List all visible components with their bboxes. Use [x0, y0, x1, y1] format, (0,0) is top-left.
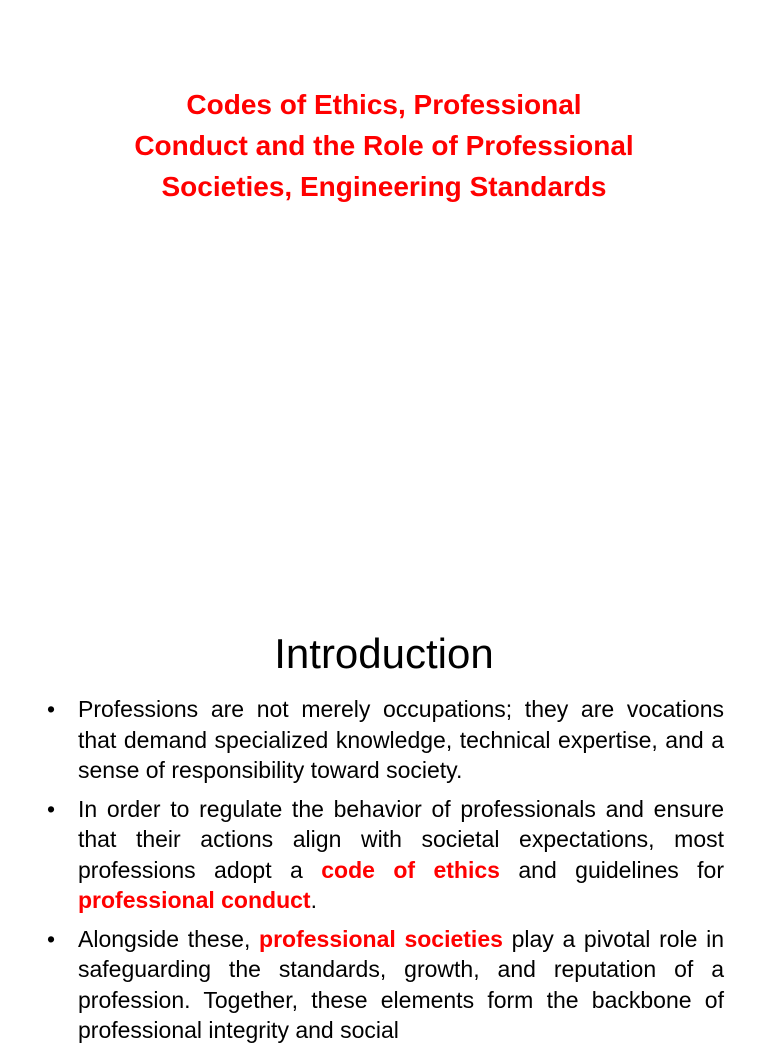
slide-title: [60, 84, 708, 207]
highlight-professional-conduct: professional conduct: [78, 887, 311, 913]
title-line: Societies, Engineering Standards: [161, 171, 607, 202]
highlight-code-of-ethics: code of ethics: [321, 856, 500, 883]
bullet-text: play a pivotal role in safeguarding the standards, growth, and reputation of a profession. Together, these elements form the backbone of professional integrity and social: [78, 925, 724, 1043]
title-line: Codes of Ethics, Professional: [186, 89, 582, 120]
bullet-icon: •: [46, 696, 56, 722]
section-heading: Introduction: [274, 630, 494, 677]
bullet-item: [44, 794, 724, 916]
bullet-text: .: [310, 887, 317, 913]
bullet-text: and guidelines for: [499, 856, 724, 883]
bullet-icon: •: [46, 795, 56, 822]
bullet-icon: •: [46, 925, 56, 952]
bullet-item: [44, 924, 724, 1046]
bullet-text: Alongside these,: [78, 925, 260, 952]
title-line: Conduct and the Role of Professional: [134, 130, 634, 161]
bullet-text: Professions are not merely occupations; they are vocations that demand specialized knowledge, technical expertise, and a sense of responsibility toward society.: [78, 696, 724, 783]
bullet-list: [44, 694, 724, 1054]
highlight-professional-societies: professional societies: [259, 925, 503, 952]
bullet-text: In order to regulate the behavior of professionals and ensure that their actions align with societal expectations, most professions adopt a: [78, 795, 724, 883]
bullet-item: [44, 694, 724, 786]
